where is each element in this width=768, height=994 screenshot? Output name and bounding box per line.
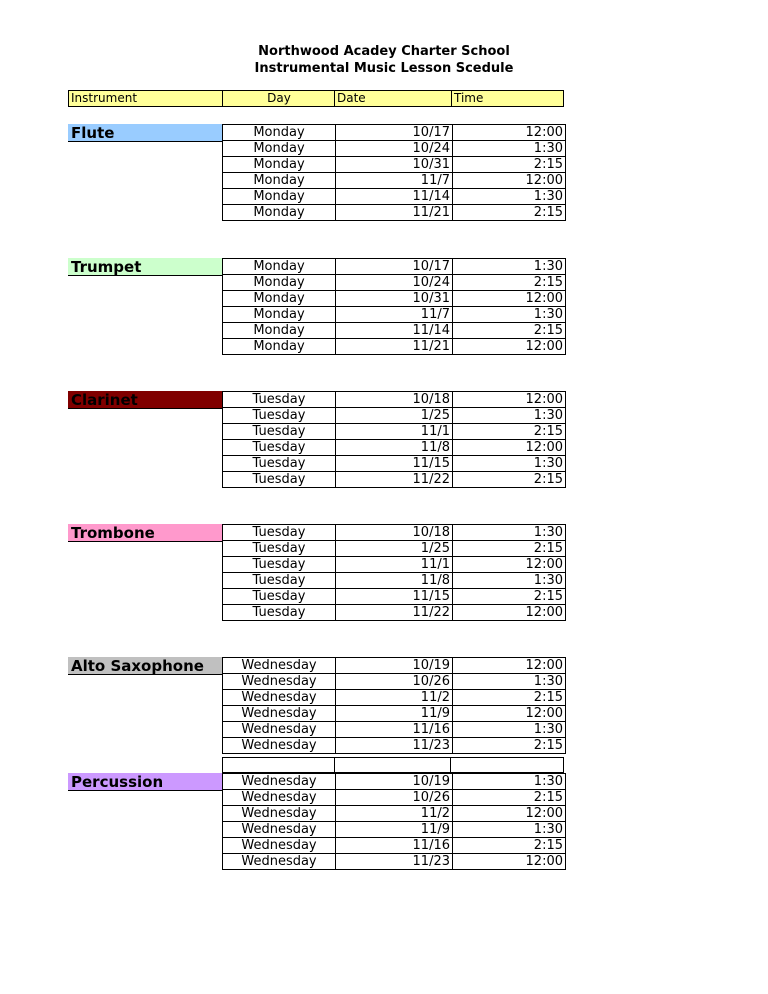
cell-day: Monday xyxy=(223,189,336,205)
header-day: Day xyxy=(267,91,291,105)
cell-time: 1:30 xyxy=(453,408,566,424)
cell-time: 1:30 xyxy=(453,456,566,472)
header-time: Time xyxy=(454,91,484,105)
cell-date: 10/18 xyxy=(336,392,453,408)
cell-time: 2:15 xyxy=(453,589,566,605)
cell-date: 1/25 xyxy=(336,541,453,557)
cell-time: 1:30 xyxy=(453,307,566,323)
table-row xyxy=(223,806,566,822)
cell-date: 10/26 xyxy=(336,674,453,690)
cell-day: Wednesday xyxy=(223,774,336,790)
cell-time: 2:15 xyxy=(453,838,566,854)
cell-time: 12:00 xyxy=(453,557,566,573)
lesson-table xyxy=(222,124,566,221)
table-row xyxy=(223,440,566,456)
cell-day: Wednesday xyxy=(223,822,336,838)
cell-time: 2:15 xyxy=(453,275,566,291)
cell-day: Monday xyxy=(223,259,336,275)
cell-date: 11/23 xyxy=(336,738,453,754)
cell-day: Tuesday xyxy=(223,392,336,408)
cell-date: 11/15 xyxy=(336,456,453,472)
cell-day: Monday xyxy=(223,205,336,221)
cell-time: 12:00 xyxy=(453,605,566,621)
cell-time: 1:30 xyxy=(453,141,566,157)
table-row xyxy=(223,790,566,806)
cell-date: 11/2 xyxy=(336,806,453,822)
cell-date: 10/31 xyxy=(336,157,453,173)
cell-time: 12:00 xyxy=(453,806,566,822)
table-row xyxy=(223,125,566,141)
cell-day: Wednesday xyxy=(223,690,336,706)
cell-date: 10/18 xyxy=(336,525,453,541)
cell-date: 11/2 xyxy=(336,690,453,706)
cell-day: Tuesday xyxy=(223,456,336,472)
cell-time: 1:30 xyxy=(453,259,566,275)
cell-time: 1:30 xyxy=(453,774,566,790)
cell-time: 1:30 xyxy=(453,189,566,205)
cell-time: 2:15 xyxy=(453,323,566,339)
table-row xyxy=(223,838,566,854)
cell-date: 11/14 xyxy=(336,189,453,205)
cell-time: 12:00 xyxy=(453,339,566,355)
cell-day: Tuesday xyxy=(223,408,336,424)
cell-time: 1:30 xyxy=(453,573,566,589)
cell-time: 2:15 xyxy=(453,738,566,754)
cell-day: Wednesday xyxy=(223,722,336,738)
cell-day: Monday xyxy=(223,323,336,339)
cell-day: Tuesday xyxy=(223,424,336,440)
cell-date: 11/16 xyxy=(336,838,453,854)
cell-date: 11/16 xyxy=(336,722,453,738)
cell-time: 12:00 xyxy=(453,440,566,456)
table-row xyxy=(223,205,566,221)
cell-day: Monday xyxy=(223,173,336,189)
cell-day: Tuesday xyxy=(223,440,336,456)
cell-date: 10/19 xyxy=(336,774,453,790)
table-row xyxy=(223,456,566,472)
table-row xyxy=(223,690,566,706)
cell-date: 11/9 xyxy=(336,822,453,838)
lesson-table xyxy=(222,258,566,355)
table-row xyxy=(223,259,566,275)
cell-time: 1:30 xyxy=(453,674,566,690)
cell-day: Tuesday xyxy=(223,589,336,605)
cell-day: Tuesday xyxy=(223,557,336,573)
instrument-label-clarinet: Clarinet xyxy=(68,391,222,409)
cell-day: Wednesday xyxy=(223,658,336,674)
header-instrument: Instrument xyxy=(71,91,138,105)
cell-time: 2:15 xyxy=(453,541,566,557)
cell-date: 11/7 xyxy=(336,173,453,189)
lesson-table xyxy=(222,391,566,488)
table-row xyxy=(223,722,566,738)
cell-day: Monday xyxy=(223,339,336,355)
cell-time: 2:15 xyxy=(453,790,566,806)
cell-day: Tuesday xyxy=(223,472,336,488)
instrument-label-percussion: Percussion xyxy=(68,773,222,791)
lesson-table xyxy=(222,773,566,870)
cell-time: 2:15 xyxy=(453,157,566,173)
cell-day: Tuesday xyxy=(223,605,336,621)
cell-date: 10/26 xyxy=(336,790,453,806)
table-row xyxy=(223,189,566,205)
table-row xyxy=(223,674,566,690)
cell-day: Wednesday xyxy=(223,738,336,754)
lesson-table xyxy=(222,657,566,754)
table-row xyxy=(223,291,566,307)
table-row xyxy=(223,275,566,291)
cell-time: 2:15 xyxy=(453,424,566,440)
cell-date: 11/9 xyxy=(336,706,453,722)
empty-row xyxy=(222,757,564,773)
table-row xyxy=(223,141,566,157)
cell-date: 11/1 xyxy=(336,557,453,573)
cell-day: Monday xyxy=(223,291,336,307)
cell-date: 11/21 xyxy=(336,205,453,221)
cell-time: 1:30 xyxy=(453,822,566,838)
cell-time: 12:00 xyxy=(453,125,566,141)
cell-day: Wednesday xyxy=(223,790,336,806)
cell-day: Monday xyxy=(223,307,336,323)
table-row xyxy=(223,323,566,339)
table-row xyxy=(223,392,566,408)
cell-day: Wednesday xyxy=(223,706,336,722)
table-row xyxy=(223,605,566,621)
cell-date: 11/8 xyxy=(336,573,453,589)
table-row xyxy=(223,408,566,424)
cell-date: 11/23 xyxy=(336,854,453,870)
cell-time: 2:15 xyxy=(453,205,566,221)
header-divider xyxy=(334,91,335,106)
cell-date: 1/25 xyxy=(336,408,453,424)
instrument-label-flute: Flute xyxy=(68,124,222,142)
table-row xyxy=(223,307,566,323)
cell-date: 11/22 xyxy=(336,605,453,621)
cell-day: Monday xyxy=(223,125,336,141)
page-subtitle: Instrumental Music Lesson Scedule xyxy=(254,61,514,76)
table-row xyxy=(223,706,566,722)
cell-day: Wednesday xyxy=(223,838,336,854)
cell-time: 12:00 xyxy=(453,173,566,189)
cell-time: 1:30 xyxy=(453,525,566,541)
cell-day: Tuesday xyxy=(223,573,336,589)
cell-day: Tuesday xyxy=(223,541,336,557)
table-row xyxy=(223,589,566,605)
cell-date: 11/7 xyxy=(336,307,453,323)
cell-date: 10/24 xyxy=(336,141,453,157)
cell-time: 1:30 xyxy=(453,722,566,738)
table-row xyxy=(223,541,566,557)
cell-day: Wednesday xyxy=(223,854,336,870)
cell-day: Monday xyxy=(223,141,336,157)
table-row xyxy=(223,557,566,573)
cell-time: 12:00 xyxy=(453,706,566,722)
cell-time: 2:15 xyxy=(453,690,566,706)
table-row xyxy=(223,339,566,355)
instrument-label-trombone: Trombone xyxy=(68,524,222,542)
cell-date: 11/21 xyxy=(336,339,453,355)
table-row xyxy=(223,774,566,790)
cell-time: 12:00 xyxy=(453,392,566,408)
table-row xyxy=(223,424,566,440)
header-date: Date xyxy=(337,91,366,105)
table-row xyxy=(223,157,566,173)
table-row xyxy=(223,738,566,754)
cell-time: 12:00 xyxy=(453,854,566,870)
cell-day: Wednesday xyxy=(223,674,336,690)
table-row xyxy=(223,573,566,589)
table-row xyxy=(223,173,566,189)
instrument-label-alto-saxophone: Alto Saxophone xyxy=(68,657,222,675)
table-row xyxy=(223,822,566,838)
table-row xyxy=(223,525,566,541)
column-header-row xyxy=(68,90,564,107)
cell-date: 10/17 xyxy=(336,259,453,275)
cell-date: 10/24 xyxy=(336,275,453,291)
cell-date: 11/15 xyxy=(336,589,453,605)
table-row xyxy=(223,854,566,870)
cell-time: 12:00 xyxy=(453,291,566,307)
cell-date: 11/14 xyxy=(336,323,453,339)
cell-date: 11/1 xyxy=(336,424,453,440)
cell-time: 12:00 xyxy=(453,658,566,674)
header-divider xyxy=(451,91,452,106)
cell-time: 2:15 xyxy=(453,472,566,488)
cell-date: 10/19 xyxy=(336,658,453,674)
page-title: Northwood Acadey Charter School xyxy=(258,44,510,59)
instrument-label-trumpet: Trumpet xyxy=(68,258,222,276)
lesson-table xyxy=(222,524,566,621)
table-row xyxy=(223,658,566,674)
cell-day: Monday xyxy=(223,157,336,173)
cell-date: 11/22 xyxy=(336,472,453,488)
cell-date: 11/8 xyxy=(336,440,453,456)
cell-day: Monday xyxy=(223,275,336,291)
cell-day: Tuesday xyxy=(223,525,336,541)
cell-date: 10/31 xyxy=(336,291,453,307)
table-row xyxy=(223,472,566,488)
cell-date: 10/17 xyxy=(336,125,453,141)
cell-day: Wednesday xyxy=(223,806,336,822)
